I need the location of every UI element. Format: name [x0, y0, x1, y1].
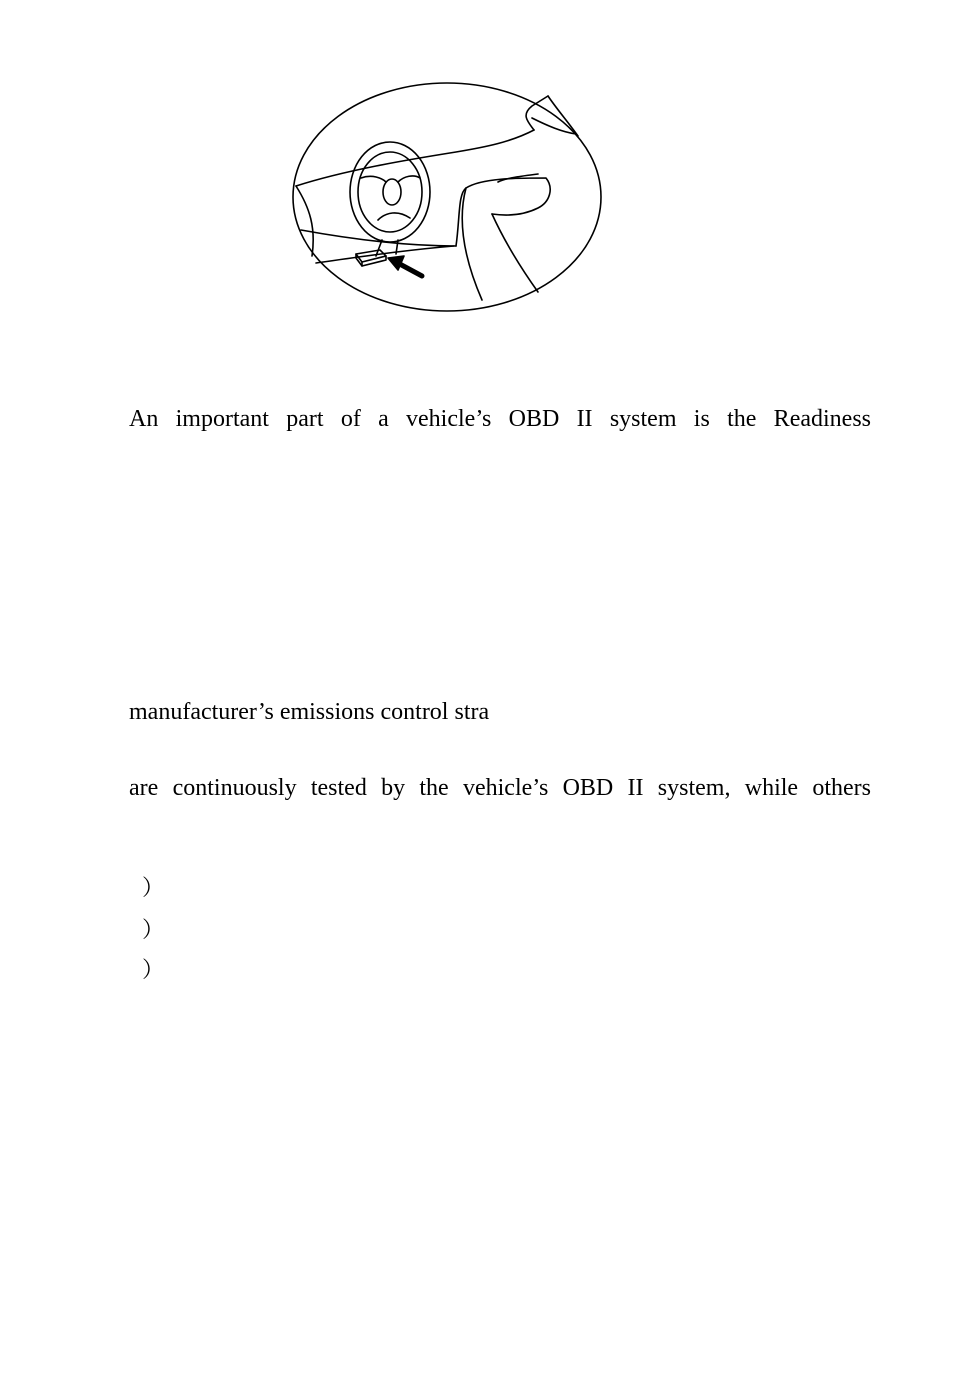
steering-wheel-dlc-icon	[286, 78, 608, 316]
list-item-marker: ）	[142, 917, 165, 942]
list-item-marker: ）	[142, 957, 165, 982]
list-item-marker: ）	[142, 875, 165, 900]
paragraph-line-readiness: An important part of a vehicle’s OBD II system is the Readiness	[129, 406, 871, 432]
paragraph-line-continuously-tested: are continuously tested by the vehicle’s OBD II system, while others	[129, 775, 871, 801]
paragraph-line-manufacturer: manufacturer’s emissions control stra	[129, 699, 490, 725]
dashboard-illustration	[286, 78, 608, 316]
